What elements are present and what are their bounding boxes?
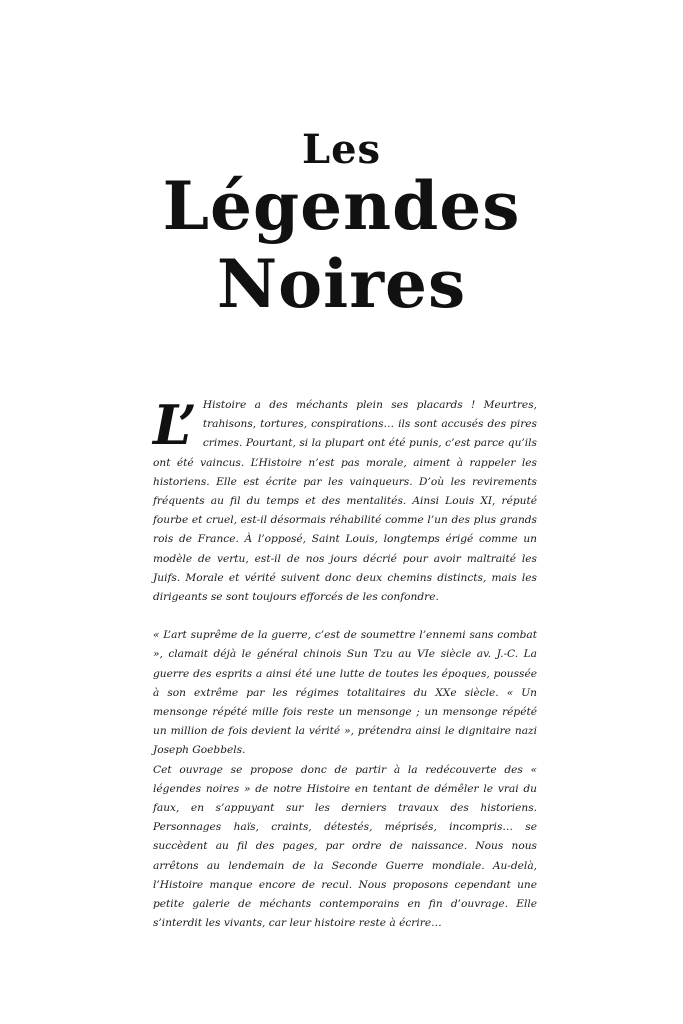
drop-cap: L’	[153, 393, 197, 457]
intro-paragraph-1	[153, 393, 537, 607]
title-line-les: Les	[301, 126, 382, 173]
introduction-text	[153, 393, 537, 933]
title-line-noires: Noires	[216, 245, 467, 323]
title-line-legendes: Légendes	[162, 167, 521, 245]
intro-paragraph-3: Cet ouvrage se propose donc de partir à la redécouverte des « légendes noires » de notre Histoire en tentant de démêler le vrai du faux, en s’appuyant sur les derniers travaux des historiens. Personnages haïs, craints, détestés, méprisés, incompris… se succèdent au fil des pages, par ordre de naissance. Nous nous arrêtons au lendemain de la Seconde Guerre mondiale. Au-delà, l’Histoire manque encore de recul. Nous proposons cependant une petite galerie de méchants contemporains en fin d’ouvrage. Elle s’interdit les vivants, car leur histoire reste à écrire…	[153, 763, 537, 930]
intro-paragraph-2: « L’art suprême de la guerre, c’est de soumettre l’ennemi sans combat », clamait déjà le général chinois Sun Tzu au VIe siècle av. J.-C. La guerre des esprits a ainsi été une lutte de toutes les époques, poussée à son extrême par les régimes totalitaires du XXe siècle. « Un mensonge répété mille fois reste un mensonge ; un mensonge répété un million de fois devient la vérité », prétendra ainsi le dignitaire nazi Joseph Goebbels.	[153, 629, 537, 757]
intro-paragraph-1-text: Histoire a des méchants plein ses placards ! Meurtres, trahisons, tortures, conspirations… ils sont accusés des pires crimes. Pourtant, si la plupart ont été punis, c’est parce qu’ils ont été vaincus. L’Histoire n’est pas morale, aiment à rappeler les historiens. Elle est écrite par les vainqueurs. D’où les revirements fréquents au fil du temps et des mentalités. Ainsi Louis XI, réputé fourbe et cruel, est-il désormais réhabilité comme l’un des plus grands rois de France. À l’opposé, Saint Louis, longtemps érigé comme un modèle de vertu, est-il de nos jours décrié pour avoir maltraité les Juifs. Morale et vérité suivent donc deux chemins distincts, mais les dirigeants se sont toujours efforcés de les confondre.	[153, 399, 537, 604]
